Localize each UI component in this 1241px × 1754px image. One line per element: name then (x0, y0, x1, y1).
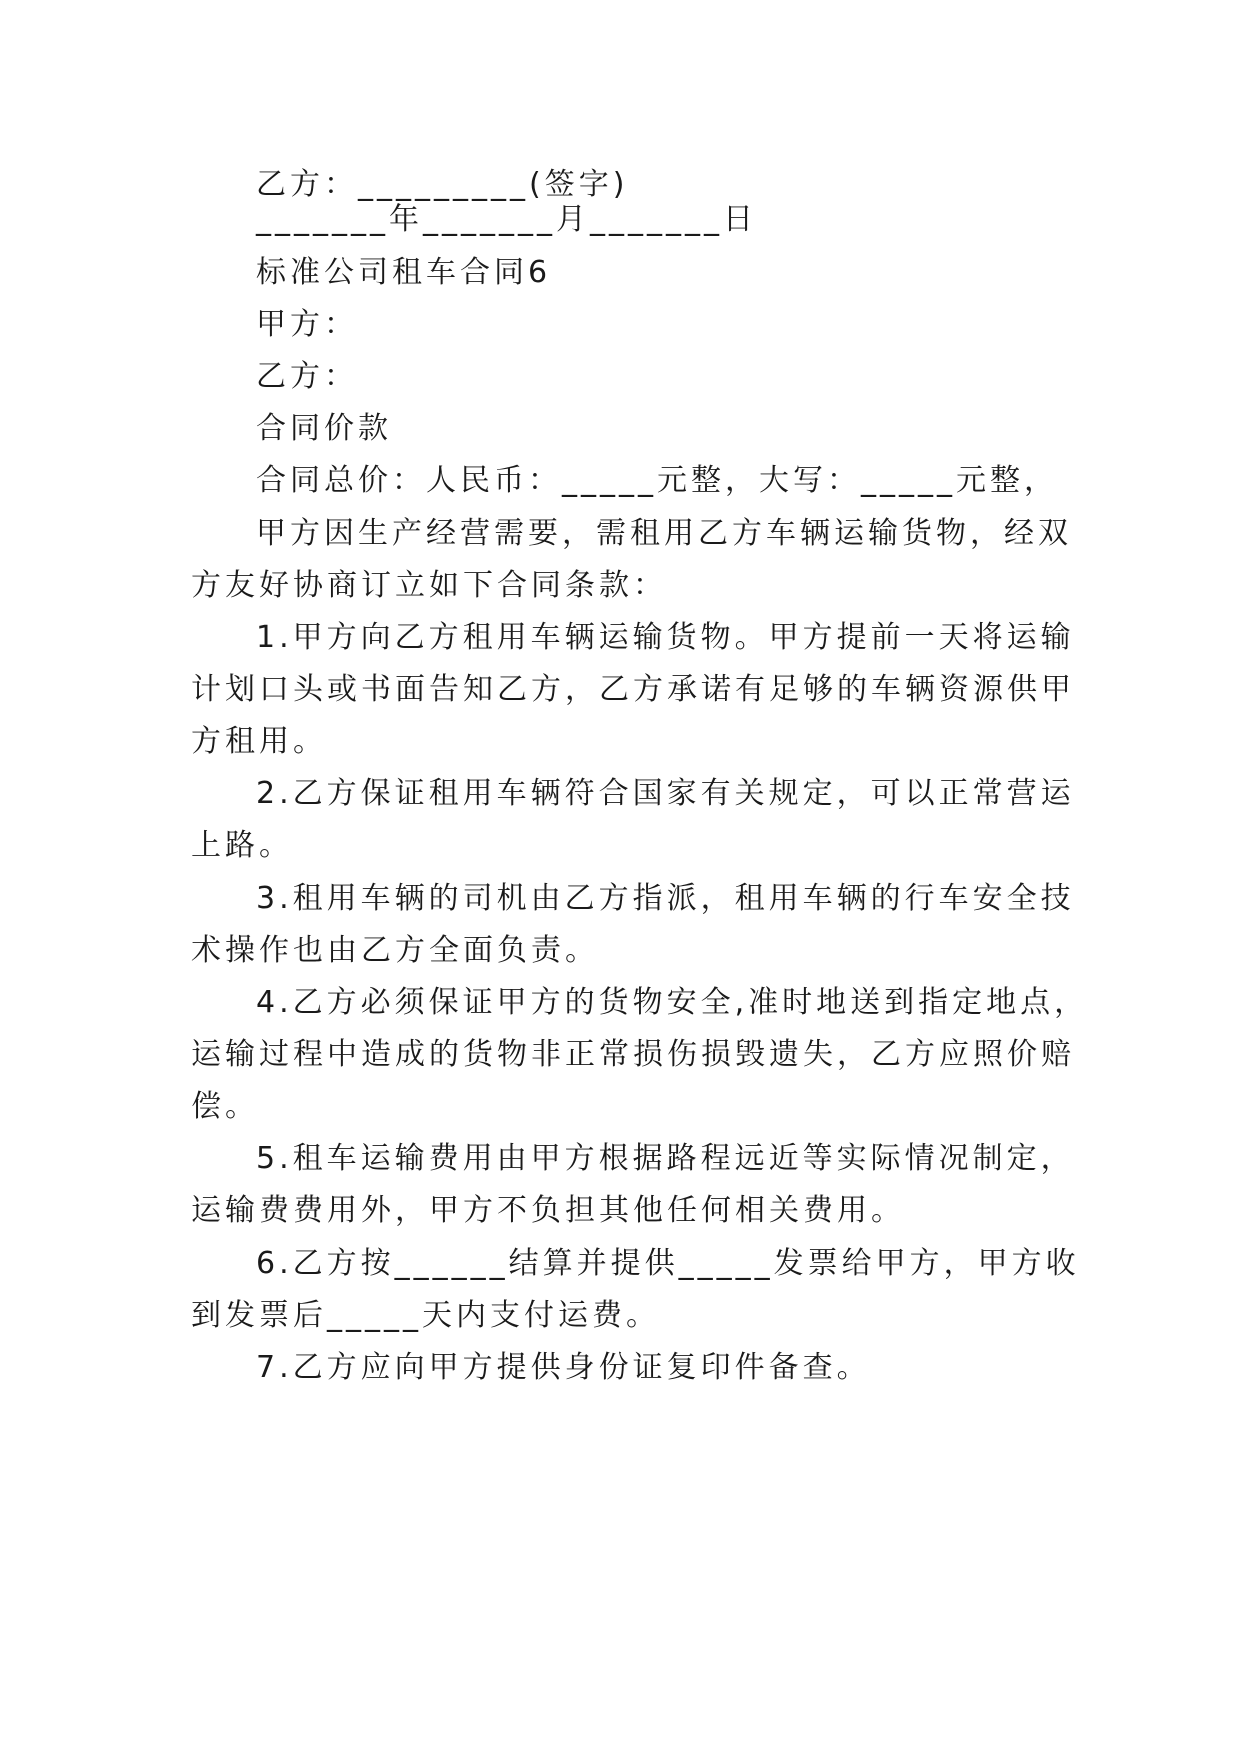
clause-3-line-2: 术操作也由乙方全面负责。 (191, 933, 599, 968)
contract-price-heading: 合同价款 (256, 411, 392, 446)
clause-4-line-1: 4.乙方必须保证甲方的货物安全,准时地送到指定地点， (256, 985, 1089, 1020)
clause-4-line-2: 运输过程中造成的货物非正常损伤损毁遗失，乙方应照价赔 (191, 1037, 1075, 1072)
clause-5-line-2: 运输费费用外，甲方不负担其他任何相关费用。 (191, 1193, 905, 1228)
clause-4-line-3: 偿。 (191, 1089, 259, 1124)
contract-title: 标准公司租车合同6 (256, 255, 552, 290)
party-b-label: 乙方： (256, 359, 358, 394)
clause-1-line-1: 1.甲方向乙方租用车辆运输货物。甲方提前一天将运输 (256, 620, 1075, 655)
clause-7-line-1: 7.乙方应向甲方提供身份证复印件备查。 (256, 1350, 871, 1385)
date-line: _______年_______月_______日 (256, 202, 757, 237)
clause-3-line-1: 3.租用车辆的司机由乙方指派，租用车辆的行车安全技 (256, 881, 1075, 916)
clause-1-line-3: 方租用。 (191, 724, 327, 759)
clause-1-line-2: 计划口头或书面告知乙方，乙方承诺有足够的车辆资源供甲 (191, 672, 1075, 707)
party-a-label: 甲方： (256, 307, 358, 342)
total-price-line: 合同总价：人民币：_____元整，大写：_____元整， (256, 463, 1058, 498)
intro-paragraph-line-1: 甲方因生产经营需要，需租用乙方车辆运输货物，经双 (256, 516, 1072, 551)
clause-5-line-1: 5.租车运输费用由甲方根据路程远近等实际情况制定， (256, 1141, 1075, 1176)
clause-6-line-1: 6.乙方按______结算并提供_____发票给甲方，甲方收 (256, 1246, 1080, 1281)
clause-6-line-2: 到发票后_____天内支付运费。 (191, 1298, 660, 1333)
clause-2-line-2: 上路。 (191, 828, 293, 863)
party-b-signature-line: 乙方：_________(签字) (256, 167, 629, 202)
clause-2-line-1: 2.乙方保证租用车辆符合国家有关规定，可以正常营运 (256, 776, 1075, 811)
intro-paragraph-line-2: 方友好协商订立如下合同条款： (191, 568, 667, 603)
